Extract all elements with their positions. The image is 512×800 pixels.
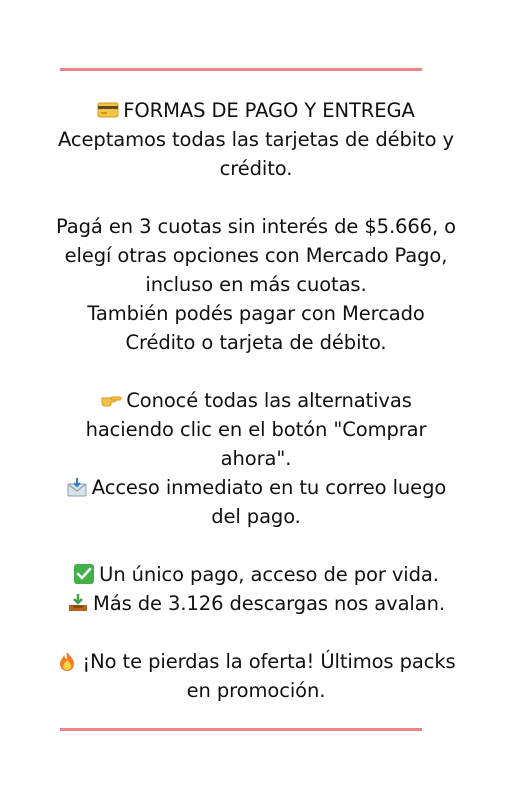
text-line: También podés pagar con Mercado [87, 302, 425, 325]
spacer [40, 183, 472, 212]
text-line: Aceptamos todas las tarjetas de débito y [58, 128, 454, 151]
section-heading: FORMAS DE PAGO Y ENTREGA [40, 96, 472, 125]
fire-icon [56, 651, 78, 671]
spacer [40, 618, 472, 647]
spacer [40, 531, 472, 560]
spacer [40, 357, 472, 386]
text-line: Conocé todas las alternativas [40, 386, 472, 415]
credit-card-icon [97, 100, 119, 120]
pointing-finger-icon [100, 390, 122, 410]
text-line: Acceso inmediato en tu correo luego [40, 473, 472, 502]
text-line: Pagá en 3 cuotas sin interés de $5.666, o [55, 215, 456, 238]
payment-info-text [40, 96, 472, 705]
text-line: en promoción. [186, 679, 326, 702]
check-mark-icon [73, 564, 95, 584]
text-line: Un único pago, acceso de por vida. [40, 560, 472, 589]
text-line: incluso en más cuotas. [145, 273, 367, 296]
text-line: ahora". [220, 447, 292, 470]
text-line: haciendo clic en el botón "Comprar [85, 418, 427, 441]
text-line: Más de 3.126 descargas nos avalan. [40, 589, 472, 618]
text-line: del pago. [211, 505, 301, 528]
download-tray-icon [67, 593, 89, 613]
text-line: Crédito o tarjeta de débito. [125, 331, 387, 354]
text-line: ¡No te pierdas la oferta! Últimos packs [40, 647, 472, 676]
text-line: elegí otras opciones con Mercado Pago, [64, 244, 448, 267]
text-line: crédito. [219, 157, 293, 180]
top-divider [60, 68, 422, 71]
bottom-divider [60, 728, 422, 731]
envelope-arrow-icon [66, 477, 88, 497]
